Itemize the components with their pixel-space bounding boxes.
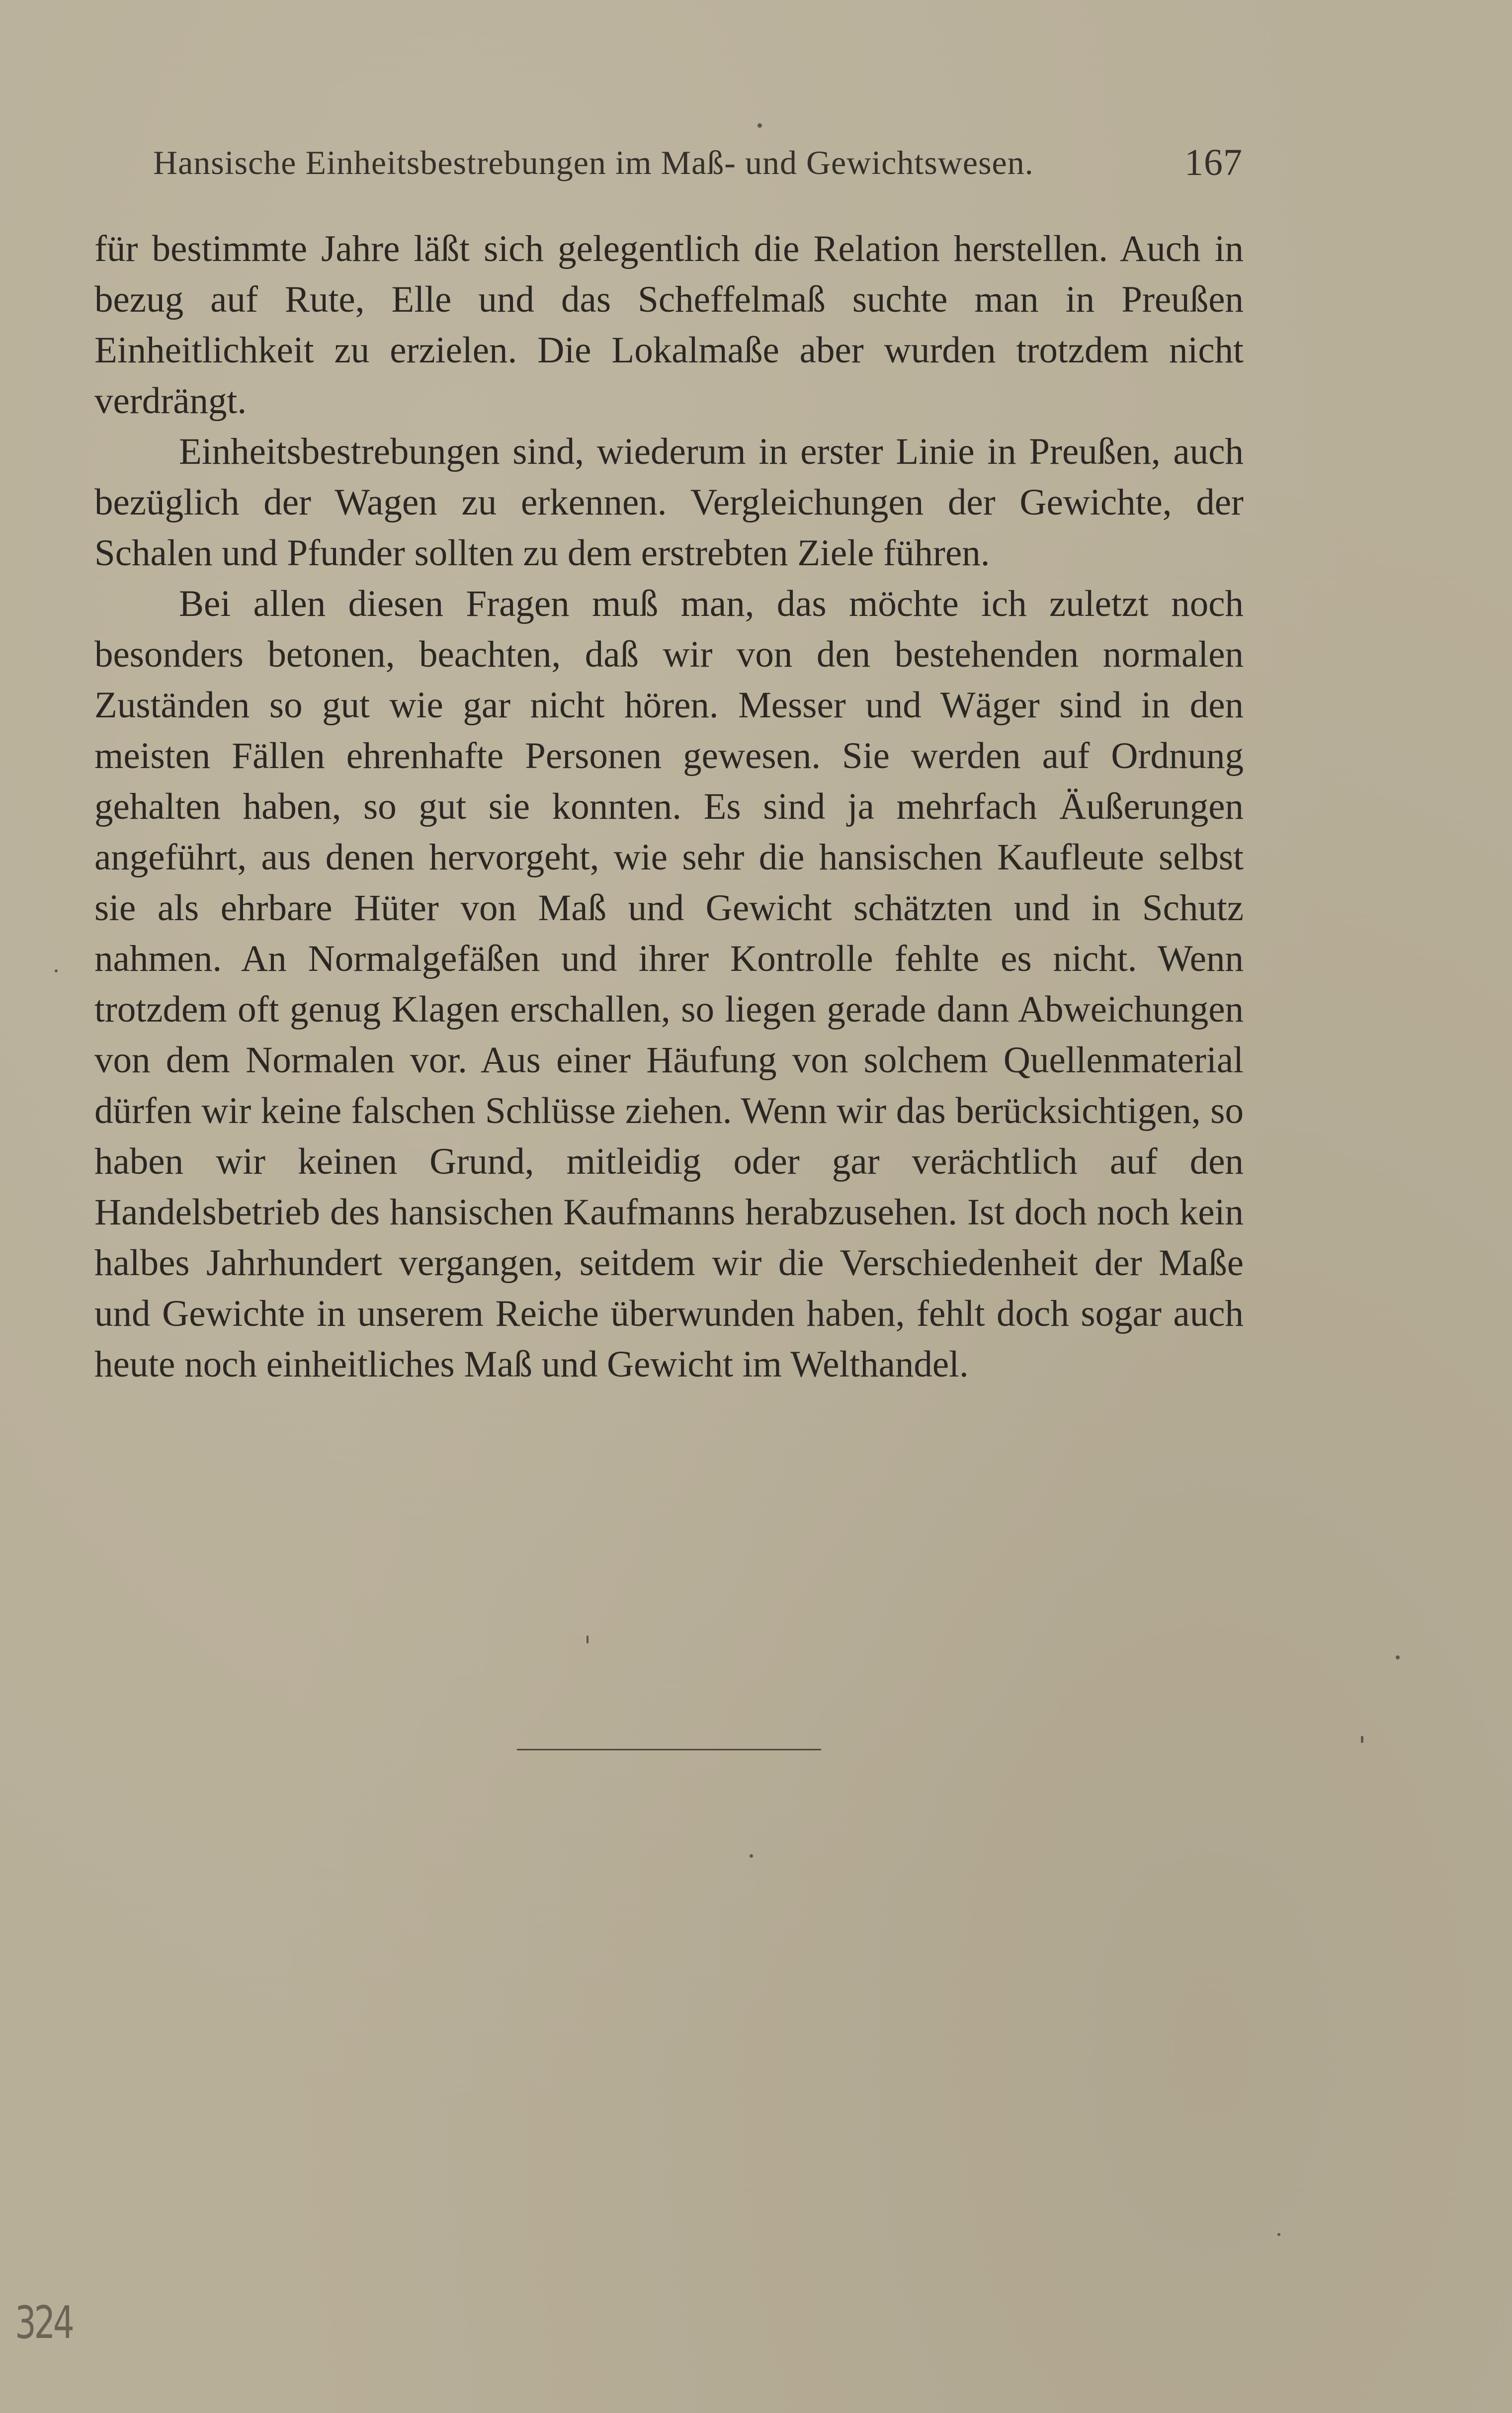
paper-speck bbox=[1361, 1736, 1363, 1743]
running-header bbox=[153, 143, 1243, 183]
paragraph-2: Einheitsbestrebungen sind, wiederum in erster Linie in Preußen, auch bezüglich der Wagen zu erkennen. Vergleichungen der Gewichte, der Schalen und Pfunder sollten zu dem erstrebten Ziele führen. bbox=[94, 431, 1244, 574]
paragraph-1: für bestimmte Jahre läßt sich gelegentlich die Relation herstellen. Auch in bezug auf Rute, Elle und das Scheffelmaß suchte man in Preußen Einheitlichkeit zu erzielen. Die Lokalmaße aber wurden trotzdem nicht verdrängt. bbox=[94, 228, 1244, 422]
section-end-rule bbox=[517, 1749, 821, 1750]
paper-speck bbox=[55, 969, 58, 972]
paper-speck bbox=[750, 1854, 753, 1858]
body-text bbox=[94, 224, 1244, 1390]
paper-speck bbox=[757, 123, 762, 128]
handwritten-margin-note: 324 bbox=[15, 2297, 73, 2349]
paper-speck bbox=[1396, 1655, 1400, 1659]
paper-speck bbox=[587, 1636, 588, 1643]
running-title: Hansische Einheitsbestrebungen im Maß- und Gewichtswesen. bbox=[153, 144, 1034, 181]
page-number: 167 bbox=[1184, 142, 1243, 183]
paragraph-3: Bei allen diesen Fragen muß man, das möchte ich zuletzt noch besonders betonen, beachten, daß wir von den bestehenden normalen Zuständen so gut wie gar nicht hören. Messer und Wäger sind in den meisten Fällen ehrenhafte Personen gewesen. Sie werden auf Ordnung gehalten haben, so gut sie konnten. Es sind ja mehrfach Äußerungen angeführt, aus denen hervorgeht, wie sehr die hansischen Kaufleute selbst sie als ehrbare Hüter von Maß und Gewicht schätzten und in Schutz nahmen. An Normalgefäßen und ihrer Kontrolle fehlte es nicht. Wenn trotzdem oft genug Klagen erschallen, so liegen gerade dann Abweichungen von dem Normalen vor. Aus einer Häufung von solchem Quellenmaterial dürfen wir keine falschen Schlüsse ziehen. Wenn wir das berücksichtigen, so haben wir keinen Grund, mitleidig oder gar verächtlich auf den Handelsbetrieb des hansischen Kaufmanns herabzusehen. Ist doch noch kein halbes Jahrhundert vergangen, seitdem wir die Verschiedenheit der Maße und Gewichte in unserem Reiche überwunden haben, fehlt doch sogar auch heute noch einheitliches Maß und Gewicht im Welthandel. bbox=[94, 583, 1244, 1385]
paper-speck bbox=[1277, 2233, 1280, 2236]
